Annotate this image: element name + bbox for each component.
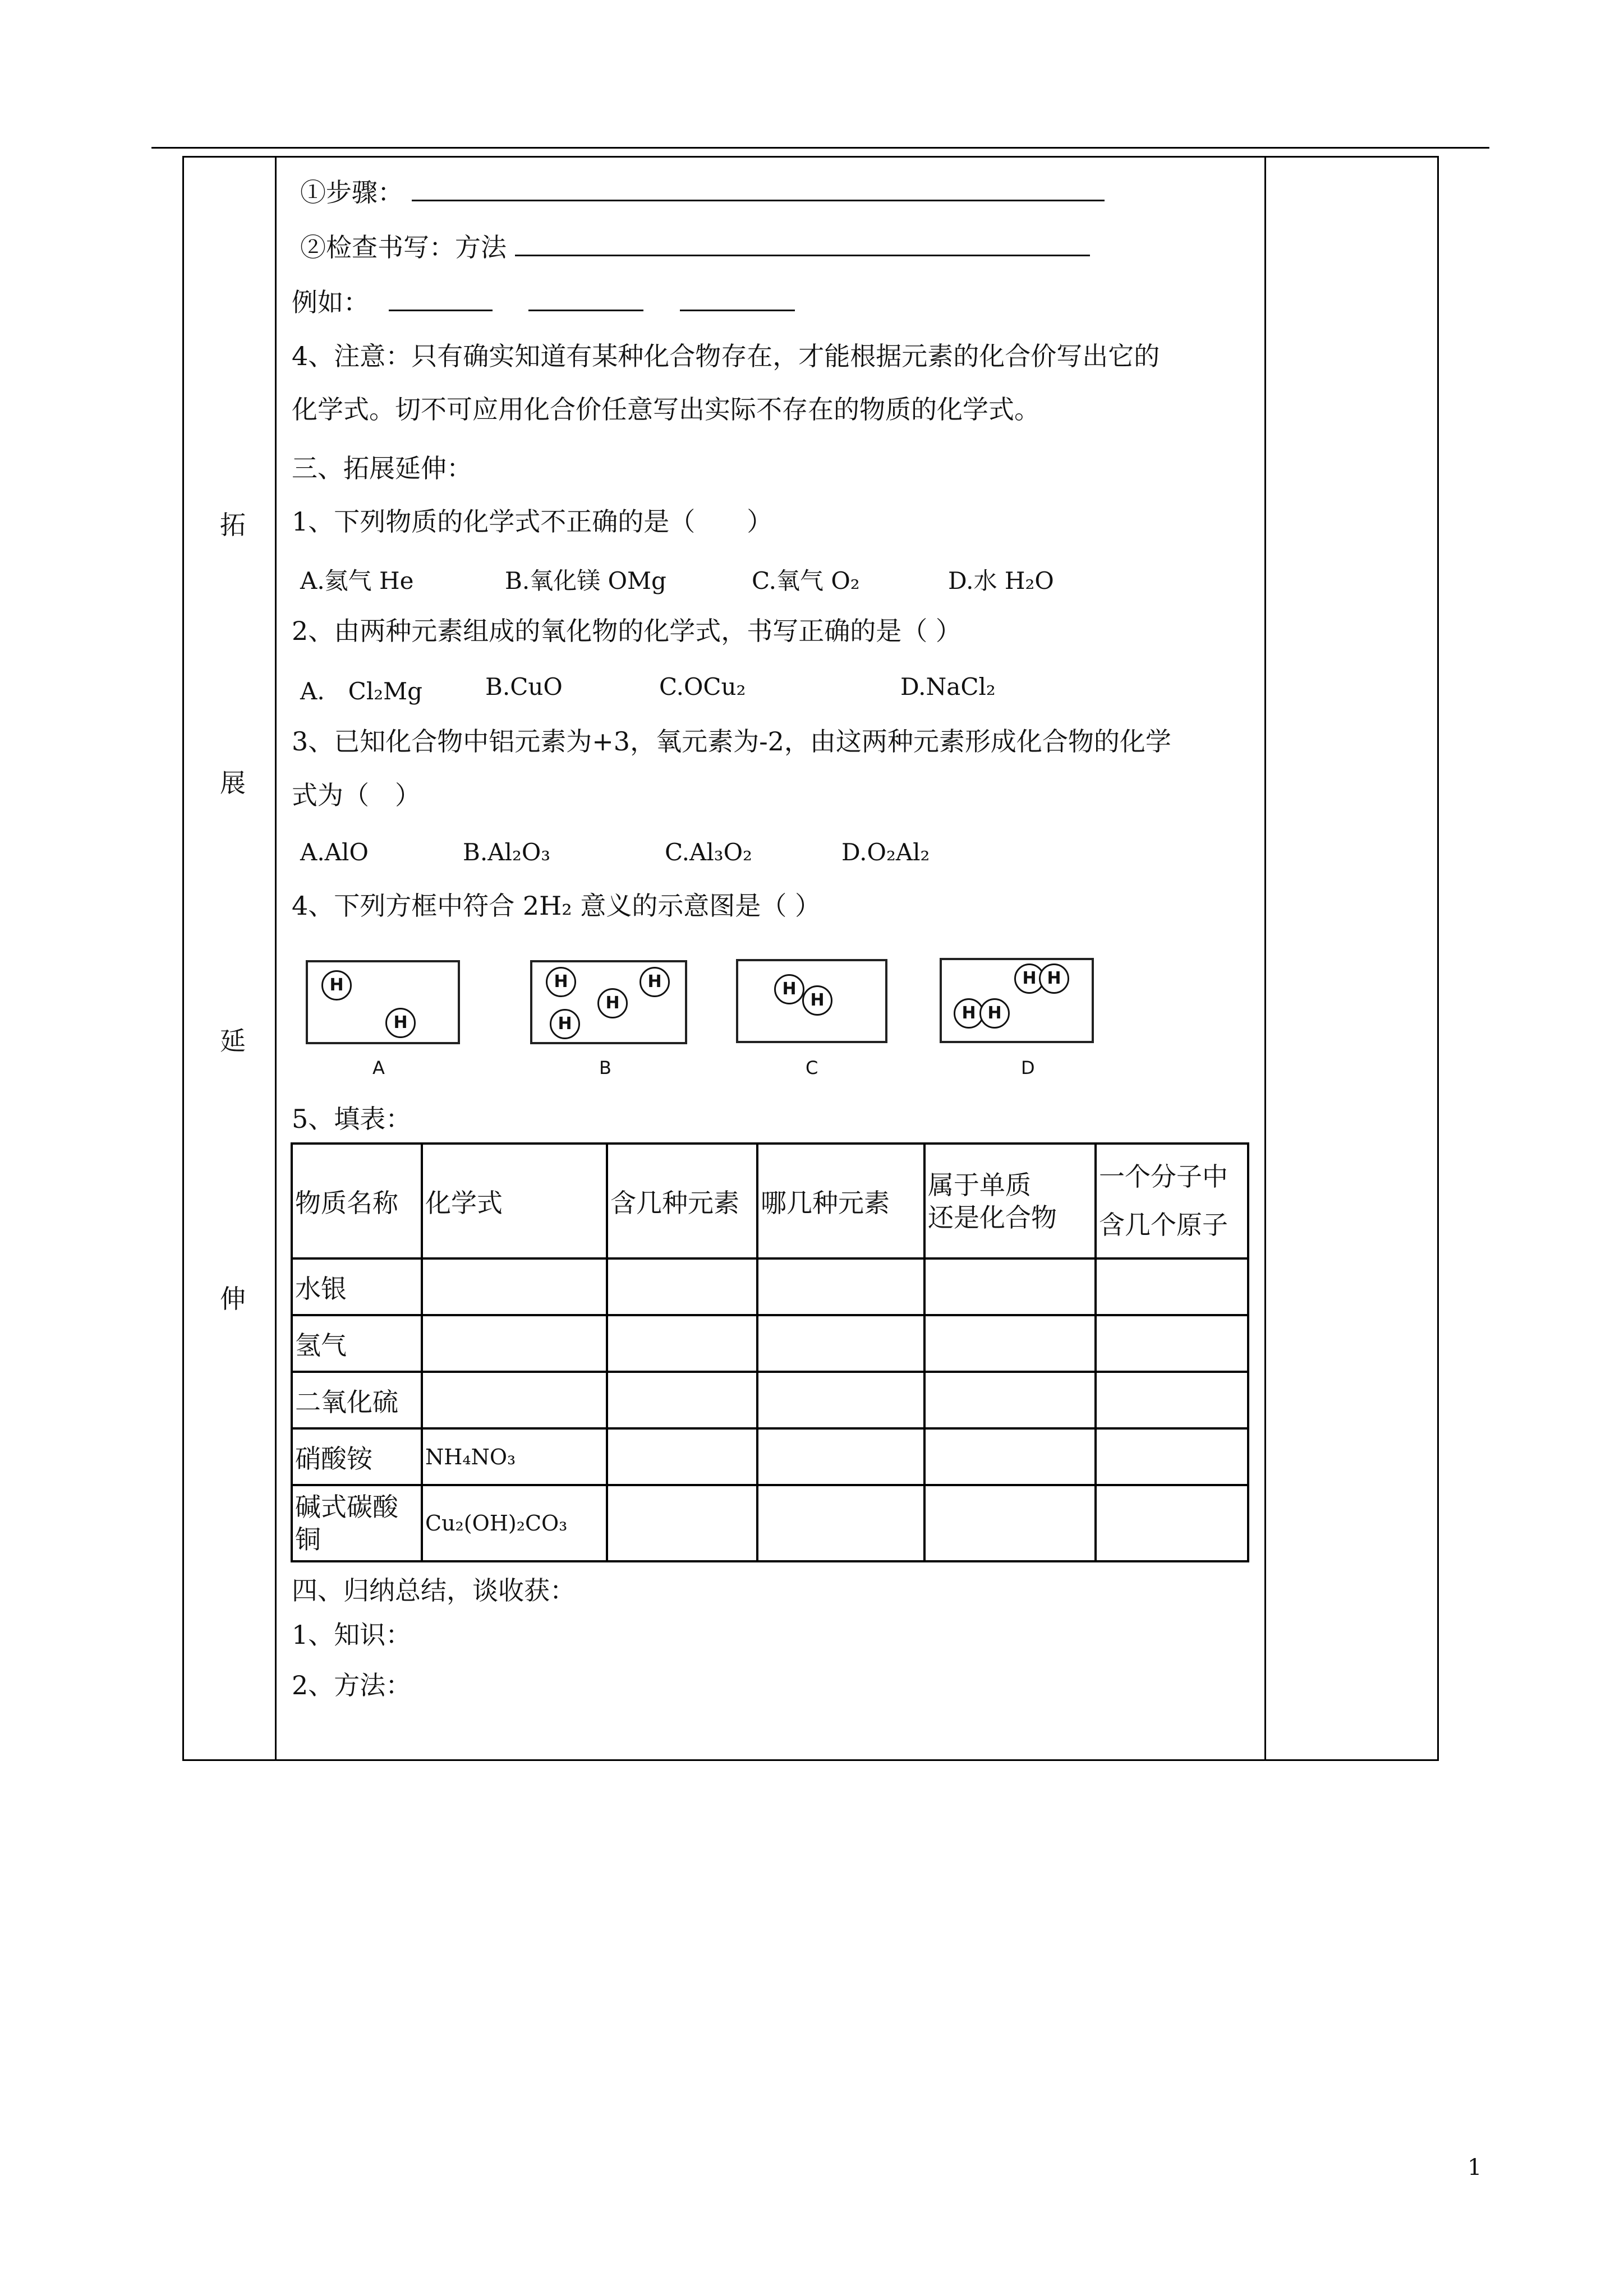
table-cell-name: 水银 bbox=[292, 1258, 422, 1315]
q3-option-c: C.Al₃O₂ bbox=[665, 838, 752, 866]
hydrogen-atom: H bbox=[1039, 963, 1069, 994]
frame-left bbox=[182, 156, 184, 1761]
check-label: ②检查书写：方法 bbox=[300, 232, 507, 262]
side-char-3: 延 bbox=[220, 1026, 246, 1056]
hydrogen-atom: H bbox=[640, 967, 670, 997]
table-cell[interactable] bbox=[1096, 1315, 1248, 1372]
example-blank-2[interactable] bbox=[528, 285, 643, 311]
section-3-title: 三、拓展延伸： bbox=[292, 453, 472, 483]
table-cell[interactable] bbox=[1096, 1372, 1248, 1428]
check-line bbox=[300, 230, 1090, 264]
table-header-cell: 属于单质 还是化合物 bbox=[924, 1144, 1096, 1258]
q1-option-a: A.氦气 He bbox=[300, 567, 414, 594]
side-char-1: 拓 bbox=[220, 510, 246, 540]
table-row bbox=[292, 1428, 1248, 1485]
diagram-b-label: B bbox=[599, 1057, 611, 1078]
question-1: 1、下列物质的化学式不正确的是（ ） bbox=[292, 506, 773, 537]
step-line bbox=[300, 175, 1105, 209]
method-line: 2、方法： bbox=[292, 1670, 412, 1700]
table-header-cell: 一个分子中 含几个原子 bbox=[1096, 1144, 1248, 1258]
q2-option-c: C.OCu₂ bbox=[659, 673, 746, 700]
table-cell[interactable] bbox=[924, 1258, 1096, 1315]
side-char-2: 展 bbox=[220, 768, 246, 798]
hydrogen-atom: H bbox=[321, 970, 352, 1001]
q3-option-d: D.O₂Al₂ bbox=[841, 838, 930, 866]
table-cell[interactable] bbox=[607, 1315, 757, 1372]
note-line-2: 化学式。切不可应用化合价任意写出实际不存在的物质的化学式。 bbox=[292, 394, 1040, 425]
diagram-d-label: D bbox=[1021, 1057, 1035, 1078]
table-cell-formula[interactable]: Cu₂(OH)₂CO₃ bbox=[422, 1485, 607, 1561]
example-blank-3[interactable] bbox=[680, 285, 795, 311]
table-header-cell: 含几种元素 bbox=[607, 1144, 757, 1258]
table-cell-name: 硝酸铵 bbox=[292, 1428, 422, 1485]
hydrogen-atom: H bbox=[802, 985, 832, 1016]
hydrogen-atom: H bbox=[597, 988, 628, 1018]
step-blank[interactable] bbox=[412, 175, 1105, 201]
diagram-a-label: A bbox=[372, 1057, 385, 1078]
frame-top bbox=[182, 156, 1439, 158]
hydrogen-atom: H bbox=[550, 1009, 580, 1039]
hydrogen-atom: H bbox=[385, 1008, 416, 1038]
example-blank-1[interactable] bbox=[389, 285, 493, 311]
table-cell[interactable] bbox=[924, 1315, 1096, 1372]
example-label: 例如： bbox=[292, 287, 369, 317]
table-cell-formula[interactable] bbox=[422, 1372, 607, 1428]
diagram-c-label: C bbox=[806, 1057, 818, 1078]
hydrogen-atom: H bbox=[1014, 963, 1045, 994]
q3-option-a: A.AlO bbox=[300, 838, 369, 866]
question-3-line-2: 式为（ ） bbox=[292, 780, 421, 810]
table-cell[interactable] bbox=[757, 1372, 924, 1428]
table-cell[interactable] bbox=[1096, 1428, 1248, 1485]
question-2: 2、由两种元素组成的氧化物的化学式，书写正确的是（ ） bbox=[292, 616, 961, 646]
table-row bbox=[292, 1315, 1248, 1372]
hydrogen-atom: H bbox=[979, 998, 1010, 1029]
table-cell[interactable] bbox=[924, 1428, 1096, 1485]
table-cell[interactable] bbox=[924, 1372, 1096, 1428]
table-cell[interactable] bbox=[757, 1315, 924, 1372]
step-label: ①步骤： bbox=[300, 177, 403, 208]
table-cell[interactable] bbox=[757, 1428, 924, 1485]
q1-option-b: B.氧化镁 OMg bbox=[505, 567, 666, 594]
table-cell[interactable] bbox=[607, 1258, 757, 1315]
table-row bbox=[292, 1485, 1248, 1561]
section-4-title: 四、归纳总结，谈收获： bbox=[292, 1575, 576, 1606]
frame-col-divider-1 bbox=[275, 156, 277, 1761]
example-line bbox=[292, 285, 795, 319]
table-cell[interactable] bbox=[1096, 1485, 1248, 1561]
question-3-line-1: 3、已知化合物中铝元素为+3，氧元素为-2，由这两种元素形成化合物的化学 bbox=[292, 726, 1171, 757]
table-header-row bbox=[292, 1144, 1248, 1258]
question-5: 5、填表： bbox=[292, 1104, 412, 1134]
frame-bottom bbox=[182, 1759, 1439, 1761]
q1-option-d: D.水 H₂O bbox=[948, 567, 1054, 594]
check-blank[interactable] bbox=[515, 230, 1090, 256]
header-rule bbox=[151, 147, 1489, 149]
q2-option-d: D.NaCl₂ bbox=[900, 673, 996, 700]
table-cell-name: 二氧化硫 bbox=[292, 1372, 422, 1428]
table-header-cell: 化学式 bbox=[422, 1144, 607, 1258]
table-cell[interactable] bbox=[1096, 1258, 1248, 1315]
page-number: 1 bbox=[1467, 2155, 1482, 2180]
table-header-cell: 哪几种元素 bbox=[757, 1144, 924, 1258]
hydrogen-atom: H bbox=[774, 974, 804, 1004]
q2-option-b: B.CuO bbox=[485, 673, 563, 700]
frame-right bbox=[1437, 156, 1439, 1761]
hydrogen-atom: H bbox=[954, 998, 984, 1029]
table-header-cell: 物质名称 bbox=[292, 1144, 422, 1258]
q2-option-a: A. Cl₂Mg bbox=[300, 677, 422, 705]
question-4: 4、下列方框中符合 2H₂ 意义的示意图是（ ） bbox=[292, 891, 821, 921]
table-cell-formula[interactable] bbox=[422, 1315, 607, 1372]
table-cell[interactable] bbox=[607, 1428, 757, 1485]
table-row bbox=[292, 1372, 1248, 1428]
table-cell[interactable] bbox=[757, 1485, 924, 1561]
table-cell-formula[interactable] bbox=[422, 1258, 607, 1315]
table-cell[interactable] bbox=[924, 1485, 1096, 1561]
q1-option-c: C.氧气 O₂ bbox=[752, 567, 860, 594]
knowledge-line: 1、知识： bbox=[292, 1620, 412, 1650]
note-line-1: 4、注意：只有确实知道有某种化合物存在，才能根据元素的化合价写出它的 bbox=[292, 341, 1160, 371]
table-cell-formula[interactable]: NH₄NO₃ bbox=[422, 1428, 607, 1485]
frame-col-divider-2 bbox=[1264, 156, 1266, 1761]
side-char-4: 伸 bbox=[220, 1284, 246, 1314]
q3-option-b: B.Al₂O₃ bbox=[463, 838, 551, 866]
table-cell[interactable] bbox=[607, 1372, 757, 1428]
hydrogen-atom: H bbox=[546, 967, 576, 997]
table-cell-name: 氢气 bbox=[292, 1315, 422, 1372]
table-cell-name: 碱式碳酸 铜 bbox=[292, 1485, 422, 1561]
fill-in-table bbox=[291, 1142, 1249, 1562]
table-cell[interactable] bbox=[757, 1258, 924, 1315]
table-cell[interactable] bbox=[607, 1485, 757, 1561]
table-row bbox=[292, 1258, 1248, 1315]
